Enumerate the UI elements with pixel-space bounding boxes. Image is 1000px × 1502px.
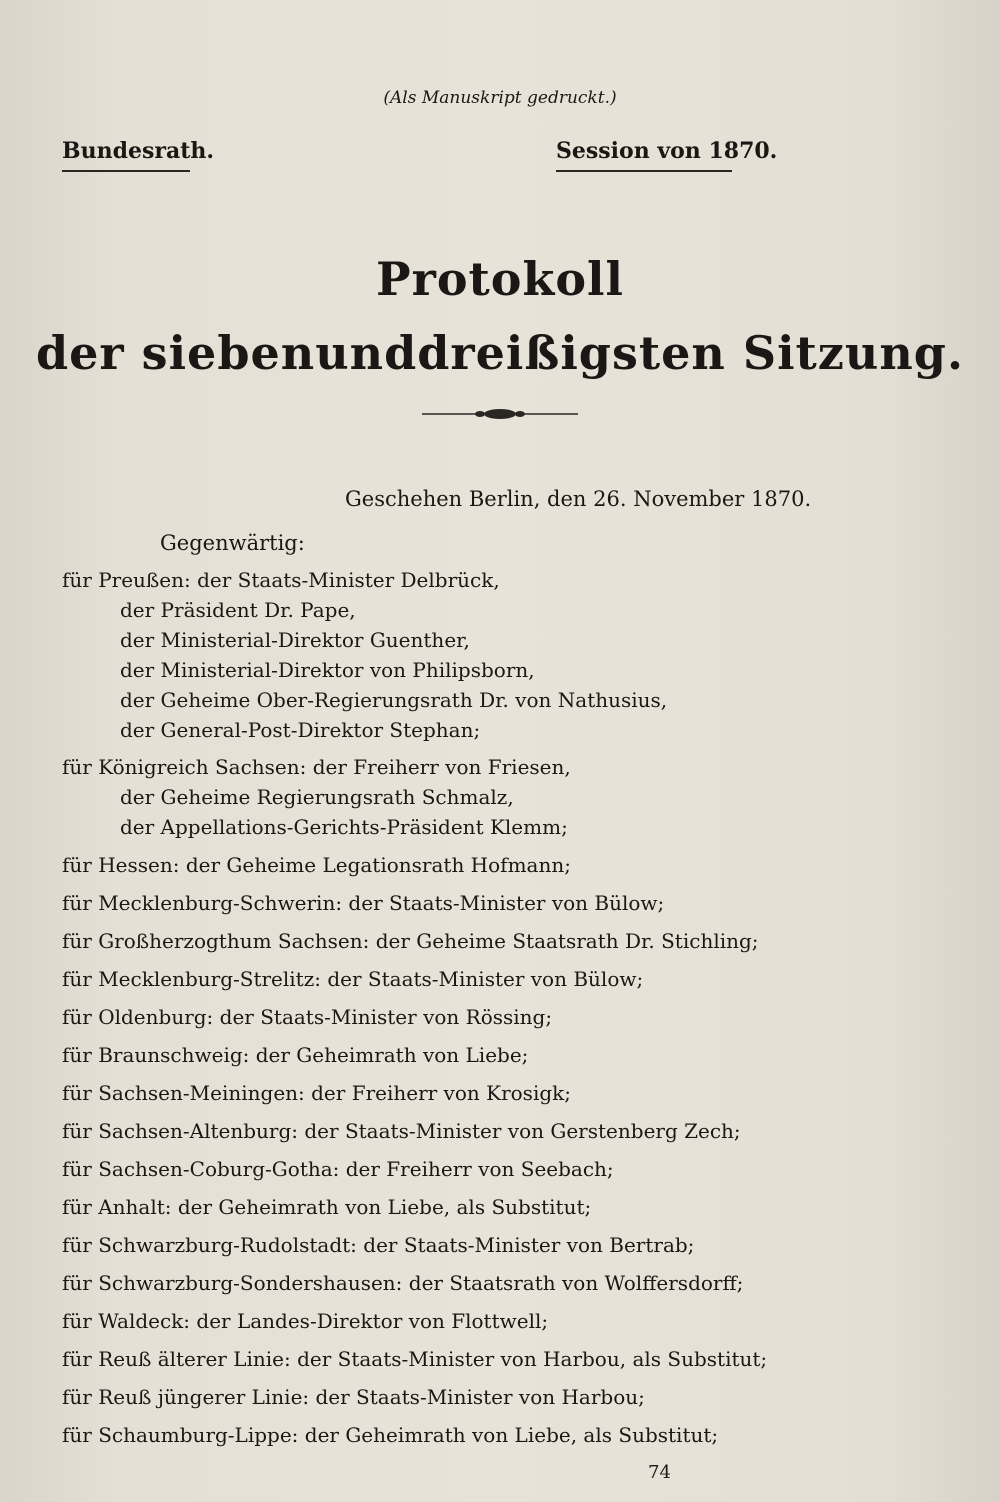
attendance-line: für Preußen: der Staats-Minister Delbrück,: [62, 568, 500, 592]
ornament-divider: [0, 406, 1000, 426]
ornament-icon: [420, 406, 580, 422]
attendance-line: für Schaumburg-Lippe: der Geheimrath von Liebe, als Substitut;: [62, 1423, 719, 1447]
date-line: Geschehen Berlin, den 26. November 1870.: [345, 487, 812, 511]
attendance-line: der Geheime Ober-Regierungsrath Dr. von Nathusius,: [120, 688, 668, 712]
attendance-line: für Waldeck: der Landes-Direktor von Flottwell;: [62, 1309, 549, 1333]
attendance-line: für Sachsen-Altenburg: der Staats-Minister von Gerstenberg Zech;: [62, 1119, 741, 1143]
manuscript-note: (Als Manuskript gedruckt.): [383, 88, 617, 108]
attendance-line: für Mecklenburg-Strelitz: der Staats-Minister von Bülow;: [62, 967, 644, 991]
attendance-line: der Appellations-Gerichts-Präsident Klemm;: [120, 815, 568, 839]
title-line-1: Protokoll: [376, 252, 624, 306]
attendance-line: der Präsident Dr. Pape,: [120, 598, 356, 622]
attendance-line: für Königreich Sachsen: der Freiherr von Friesen,: [62, 755, 571, 779]
attendance-line: für Großherzogthum Sachsen: der Geheime Staatsrath Dr. Stichling;: [62, 929, 759, 953]
attendance-line: für Sachsen-Coburg-Gotha: der Freiherr von Seebach;: [62, 1157, 614, 1181]
page-number: 74: [648, 1462, 671, 1483]
attendance-line: für Braunschweig: der Geheimrath von Liebe;: [62, 1043, 529, 1067]
header-right-rule: [556, 170, 732, 172]
attendance-line: der General-Post-Direktor Stephan;: [120, 718, 481, 742]
attendance-line: der Geheime Regierungsrath Schmalz,: [120, 785, 514, 809]
attendance-line: für Reuß älterer Linie: der Staats-Minister von Harbou, als Substitut;: [62, 1347, 768, 1371]
attendance-line: der Ministerial-Direktor Guenther,: [120, 628, 470, 652]
attendance-line: für Oldenburg: der Staats-Minister von Rössing;: [62, 1005, 553, 1029]
header-left: Bundesrath.: [62, 138, 215, 164]
attendance-line: für Reuß jüngerer Linie: der Staats-Minister von Harbou;: [62, 1385, 645, 1409]
attendance-line: für Anhalt: der Geheimrath von Liebe, als Substitut;: [62, 1195, 592, 1219]
attendance-line: der Ministerial-Direktor von Philipsborn,: [120, 658, 535, 682]
header-left-rule: [62, 170, 190, 172]
attendance-line: für Mecklenburg-Schwerin: der Staats-Minister von Bülow;: [62, 891, 665, 915]
attendance-line: für Schwarzburg-Sondershausen: der Staatsrath von Wolffersdorff;: [62, 1271, 744, 1295]
attendance-line: für Schwarzburg-Rudolstadt: der Staats-Minister von Bertrab;: [62, 1233, 695, 1257]
title-line-2: der siebenunddreißigsten Sitzung.: [36, 326, 964, 380]
attendance-line: für Sachsen-Meiningen: der Freiherr von Krosigk;: [62, 1081, 571, 1105]
header-right: Session von 1870.: [556, 138, 778, 164]
attendance-line: für Hessen: der Geheime Legationsrath Hofmann;: [62, 853, 571, 877]
present-label: Gegenwärtig:: [160, 531, 305, 555]
